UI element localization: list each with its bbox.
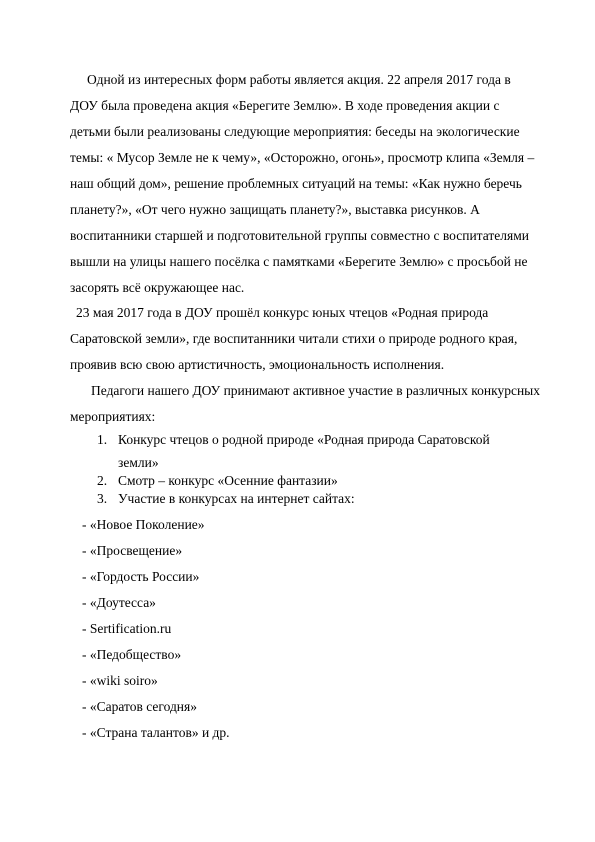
dash-list-item: - «Доутесса» [82, 595, 156, 610]
paragraph-line: мероприятиях: [70, 409, 156, 424]
paragraph-line: проявив всю свою артистичность, эмоциональность исполнения. [70, 357, 445, 372]
dash-list-item: - «wiki soiro» [82, 673, 158, 688]
paragraph-line: засорять всё окружающее нас. [70, 280, 245, 295]
paragraph-line: Саратовской земли», где воспитанники читали стихи о природе родного края, [70, 331, 518, 346]
list-item: Смотр – конкурс «Осенние фантазии» [118, 473, 338, 488]
paragraph-line: воспитанники старшей и подготовительной группы совместно с воспитателями [70, 228, 529, 243]
dash-list-item: - Sertification.ru [82, 621, 172, 636]
paragraph-line: наш общий дом», решение проблемных ситуаций на темы: «Как нужно беречь [70, 176, 522, 191]
list-item-continuation: земли» [118, 455, 159, 470]
list-item: Участие в конкурсах на интернет сайтах: [118, 491, 355, 506]
paragraph-line: темы: « Мусор Земле не к чему», «Осторожно, огонь», просмотр клипа «Земля – [70, 150, 535, 165]
dash-list-item: - «Новое Поколение» [82, 517, 205, 532]
paragraph-line: вышли на улицы нашего посёлка с памятками «Берегите Землю» с просьбой не [70, 254, 528, 269]
dash-list-item: - «Саратов сегодня» [82, 699, 197, 714]
dash-list-item: - «Педобщество» [82, 647, 182, 662]
paragraph-line: ДОУ была проведена акция «Берегите Землю». В ходе проведения акции с [70, 98, 500, 113]
paragraph-line: Одной из интересных форм работы является акция. 22 апреля 2017 года в [87, 72, 511, 87]
paragraph-line: 23 мая 2017 года в ДОУ прошёл конкурс юных чтецов «Родная природа [76, 305, 489, 320]
dash-list-item: - «Страна талантов» и др. [82, 725, 230, 740]
list-item: Конкурс чтецов о родной природе «Родная природа Саратовской [118, 432, 490, 447]
paragraph-line: Педагоги нашего ДОУ принимают активное участие в различных конкурсных [91, 383, 540, 398]
paragraph-line: детьми были реализованы следующие мероприятия: беседы на экологические [70, 124, 520, 139]
list-number: 2. [97, 473, 108, 488]
dash-list-item: - «Гордость России» [82, 569, 200, 584]
list-number: 3. [97, 491, 108, 506]
dash-list-item: - «Просвещение» [82, 543, 183, 558]
list-number: 1. [97, 432, 108, 447]
paragraph-line: планету?», «От чего нужно защищать планету?», выставка рисунков. А [70, 202, 480, 217]
